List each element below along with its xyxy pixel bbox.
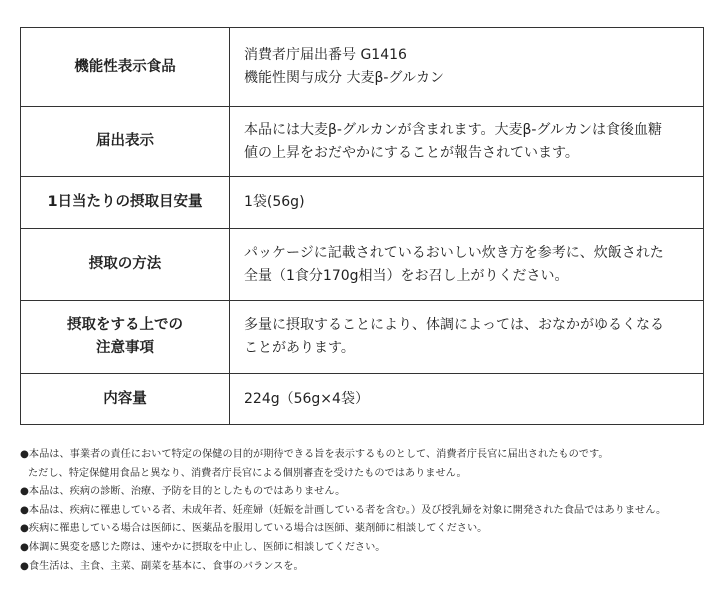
row-label-daily-intake: 1日当たりの摂取目安量 (21, 177, 230, 229)
row-label-claim: 届出表示 (21, 107, 230, 177)
table-row (21, 301, 704, 374)
table-row (21, 28, 704, 107)
notification-number: 消費者庁届出番号 G1416 (244, 47, 407, 63)
note-item: ●本品は、疾病に罹患している者、未成年者、妊産婦（妊娠を計画している者を含む。）及び授乳婦を対象に開発された食品ではありません。 (20, 504, 667, 516)
row-value-claim: 本品には大麦β-グルカンが含まれます。大麦β-グルカンは食後血糖 値の上昇をおだやかにすることが報告されています。 (230, 107, 704, 177)
row-value-contents: 224g（56g×4袋） (230, 374, 704, 425)
note-item: ●体調に異変を感じた際は、速やかに摂取を中止し、医師に相談してください。 (20, 541, 386, 553)
row-label-method: 摂取の方法 (21, 229, 230, 301)
notes-list (20, 446, 720, 576)
row-value-precautions: 多量に摂取することにより、体調によっては、おなかがゆるくなる ことがあります。 (230, 301, 704, 374)
row-value-daily-intake: 1袋(56g) (230, 177, 704, 229)
note-item: ●食生活は、主食、主菜、副菜を基本に、食事のバランスを。 (20, 560, 304, 572)
note-item: ●疾病に罹患している場合は医師に、医薬品を服用している場合は医師、薬剤師に相談してください。 (20, 523, 488, 535)
note-item: ただし、特定保健用食品と異なり、消費者庁長官による個別審査を受けたものではありません。 (28, 467, 467, 479)
row-value-method: パッケージに記載されているおいしい炊き方を参考に、炊飯された 全量（1食分170g相当）をお召し上がりください。 (230, 229, 704, 301)
table-row (21, 107, 704, 177)
row-label-category: 機能性表示食品 (21, 28, 230, 107)
table-row (21, 374, 704, 425)
functional-ingredient: 機能性関与成分 大麦β-グルカン (244, 70, 445, 86)
row-label-precautions: 摂取をする上での 注意事項 (21, 301, 230, 374)
row-value-category (230, 28, 704, 107)
note-item: ●本品は、疾病の診断、治療、予防を目的としたものではありません。 (20, 486, 346, 498)
note-item: ●本品は、事業者の責任において特定の保健の目的が期待できる旨を表示するものとして、消費者庁長官に届出されたものです。 (20, 449, 609, 460)
functional-food-label-table (20, 27, 704, 425)
row-label-contents: 内容量 (21, 374, 230, 425)
table-row (21, 177, 704, 229)
table-row (21, 229, 704, 301)
